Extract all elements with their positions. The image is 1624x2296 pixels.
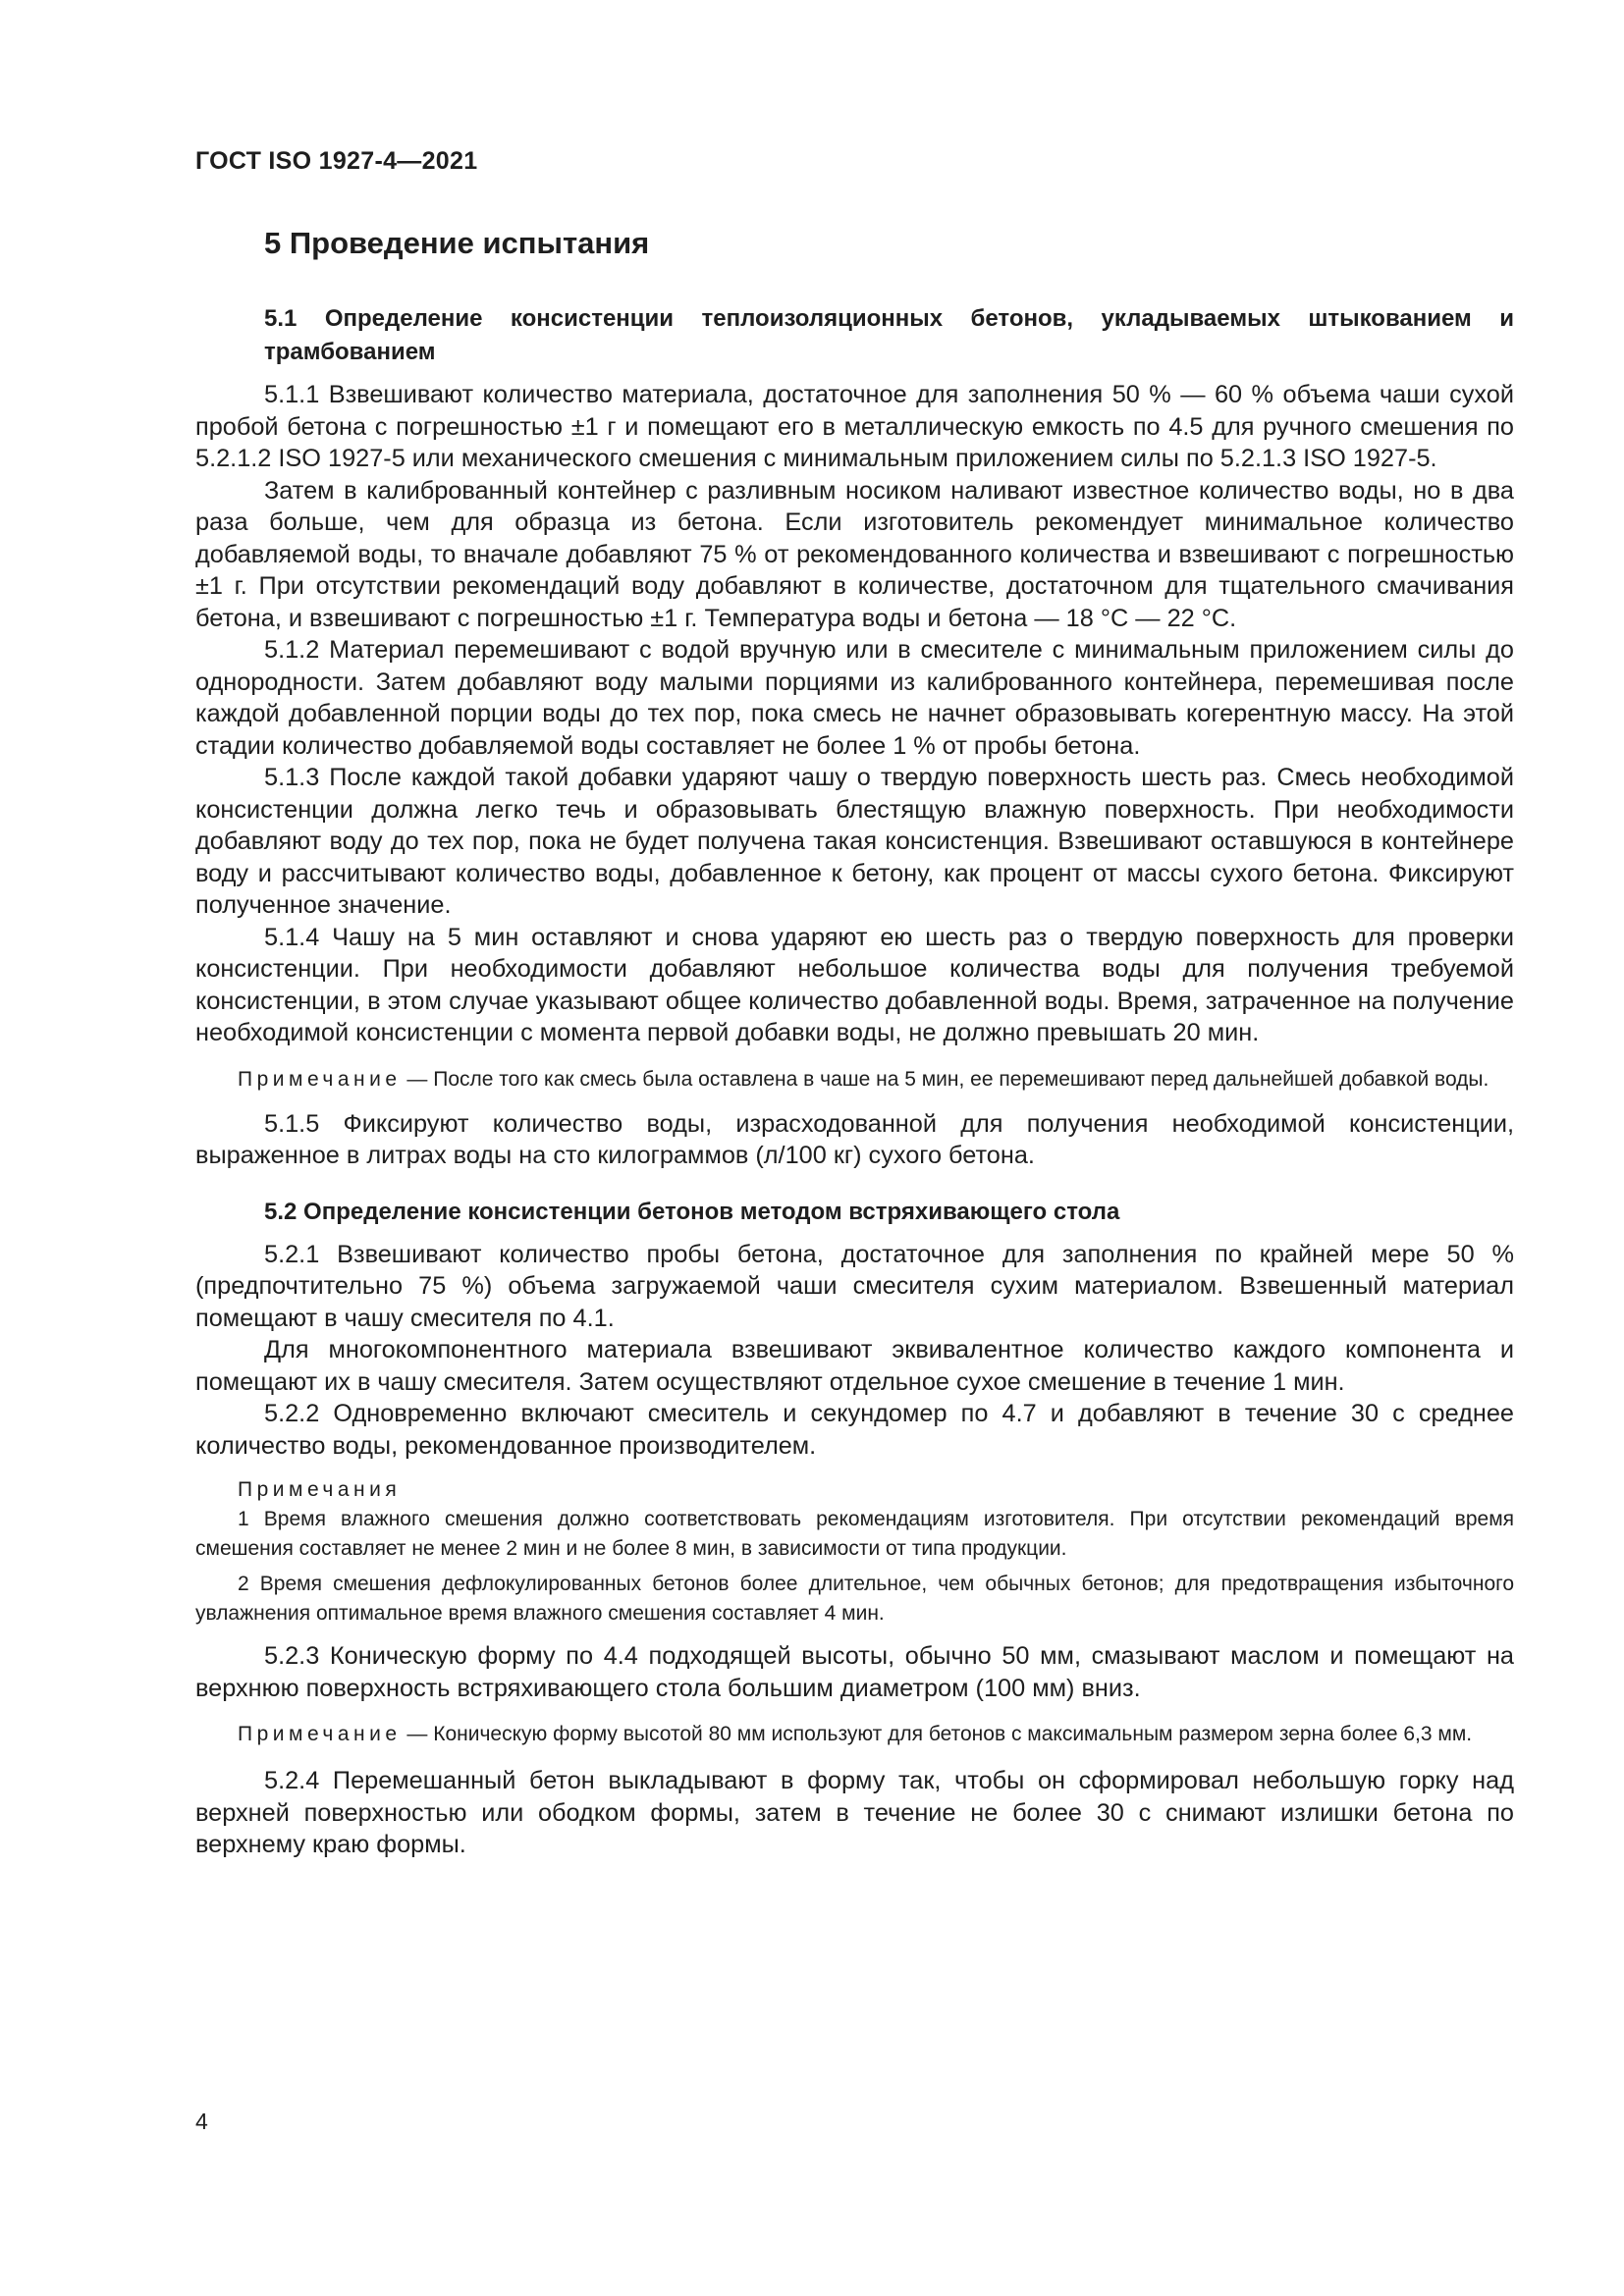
standard-header: ГОСТ ISO 1927-4—2021 bbox=[195, 147, 478, 175]
paragraph-5-2-1: 5.2.1 Взвешивают количество пробы бетона, достаточное для заполнения по крайней мере 50 % (предпочтительно 75 %) объема загружаемой чаши смесителя сухим материалом. Взвешенный материал помещают в чашу смесителя по 4.1. bbox=[195, 1240, 1514, 1332]
paragraph-5-1-5: 5.1.5 Фиксируют количество воды, израсходованной для получения необходимой консистенции, выраженное в литрах воды на сто килограммов (л/100 кг) сухого бетона. bbox=[195, 1109, 1514, 1169]
note-text: — Коническую форму высотой 80 мм используют для бетонов с максимальным размером зерна более 6,3 мм. bbox=[401, 1723, 1473, 1745]
paragraph-5-1-1-cont: Затем в калиброванный контейнер с разливным носиком наливают известное количество воды, но в два раза больше, чем для образца из бетона. Если изготовитель рекомендует минимальное количество добавляемой воды, то вначале добавляют 75 % от рекомендованного количества и взвешивают с погрешностью ±1 г. При отсутствии рекомендаций воду добавляют в количестве, достаточном для тщательного смачивания бетона, и взвешивают с погрешностью ±1 г. Температура воды и бетона — 18 °C — 22 °C. bbox=[195, 476, 1514, 632]
paragraph-5-1-4: 5.1.4 Чашу на 5 мин оставляют и снова ударяют ею шесть раз о твердую поверхность для проверки консистенции. При необходимости добавляют небольшое количества воды для получения требуемой консистенции, в этом случае указывают общее количество добавленной воды. Время, затраченное на получение необходимой консистенции с момента первой добавки воды, не должно превышать 20 мин. bbox=[195, 923, 1514, 1046]
paragraph-5-1-1: 5.1.1 Взвешивают количество материала, достаточное для заполнения 50 % — 60 % объема чаши сухой пробой бетона с погрешностью ±1 г и помещают его в металлическую емкость по 4.5 для ручного смешения по 5.2.1.2 ISO 1927-5 или механического смешения с минимальным приложением силы по 5.2.1.3 ISO 1927-5. bbox=[195, 381, 1514, 472]
paragraph-5-2-3: 5.2.3 Коническую форму по 4.4 подходящей высоты, обычно 50 мм, смазывают маслом и помещают на верхнюю поверхность встряхивающего стола большим диаметром (100 мм) вниз. bbox=[195, 1642, 1514, 1702]
note-label: Примечание bbox=[238, 1723, 402, 1745]
subsection-5-2-title: 5.2 Определение консистенции бетонов методом встряхивающего стола bbox=[264, 1198, 1120, 1225]
paragraph-5-2-2: 5.2.2 Одновременно включают смеситель и секундомер по 4.7 и добавляют в течение 30 с среднее количество воды, рекомендованное производителем. bbox=[195, 1400, 1514, 1460]
paragraph-5-1-2: 5.1.2 Материал перемешивают с водой вручную или в смесителе с минимальным приложением силы до однородности. Затем добавляют воду малыми порциями из калиброванного контейнера, перемешивая после каждой добавленной порции воды до тех пор, пока смесь не начнет образовывать когерентную массу. На этой стадии количество добавляемой воды составляет не более 1 % от пробы бетона. bbox=[195, 636, 1514, 760]
notes-5-2-2 bbox=[195, 1475, 1514, 1629]
note-item: 1 Время влажного смешения должно соответствовать рекомендациям изготовителя. При отсутствии рекомендаций время смешения составляет не менее 2 мин и не более 8 мин, в зависимости от типа продукции. bbox=[195, 1508, 1514, 1560]
subsection-5-1-title: 5.1 Определение консистенции теплоизоляционных бетонов, укладываемых штыкованием и трамбованием bbox=[264, 305, 1514, 365]
paragraph-5-2-4: 5.2.4 Перемешанный бетон выкладывают в форму так, чтобы он сформировал небольшую горку над верхней поверхностью или ободком формы, затем в течение не более 30 с снимают излишки бетона по верхнему краю формы. bbox=[195, 1767, 1514, 1858]
page-content bbox=[195, 224, 1514, 1861]
note-item: 2 Время смешения дефлокулированных бетонов более длительное, чем обычных бетонов; для предотвращения избыточного увлажнения оптимальное время влажного смешения составляет 4 мин. bbox=[195, 1573, 1514, 1625]
paragraph-5-2-1-cont: Для многокомпонентного материала взвешивают эквивалентное количество каждого компонента и помещают их в чашу смесителя. Затем осуществляют отдельное сухое смешение в течение 1 мин. bbox=[195, 1336, 1514, 1396]
note-text: — После того как смесь была оставлена в чаше на 5 мин, ее перемешивают перед дальнейшей добавкой воды. bbox=[401, 1067, 1489, 1091]
note-label: Примечание bbox=[238, 1067, 402, 1091]
note-5-1-4 bbox=[195, 1065, 1514, 1095]
notes-label: Примечания bbox=[238, 1478, 402, 1501]
note-5-2-3 bbox=[195, 1720, 1514, 1749]
section-title: 5 Проведение испытания bbox=[264, 226, 650, 260]
page-number: 4 bbox=[195, 2109, 208, 2134]
paragraph-5-1-3: 5.1.3 После каждой такой добавки ударяют чашу о твердую поверхность шесть раз. Смесь необходимой консистенции должна легко течь и образовывать блестящую влажную поверхность. При необходимости добавляют воду до тех пор, пока не будет получена такая консистенция. Взвешивают оставшуюся в контейнере воду и рассчитывают количество воды, добавленное к бетону, как процент от массы сухого бетона. Фиксируют полученное значение. bbox=[195, 764, 1514, 919]
